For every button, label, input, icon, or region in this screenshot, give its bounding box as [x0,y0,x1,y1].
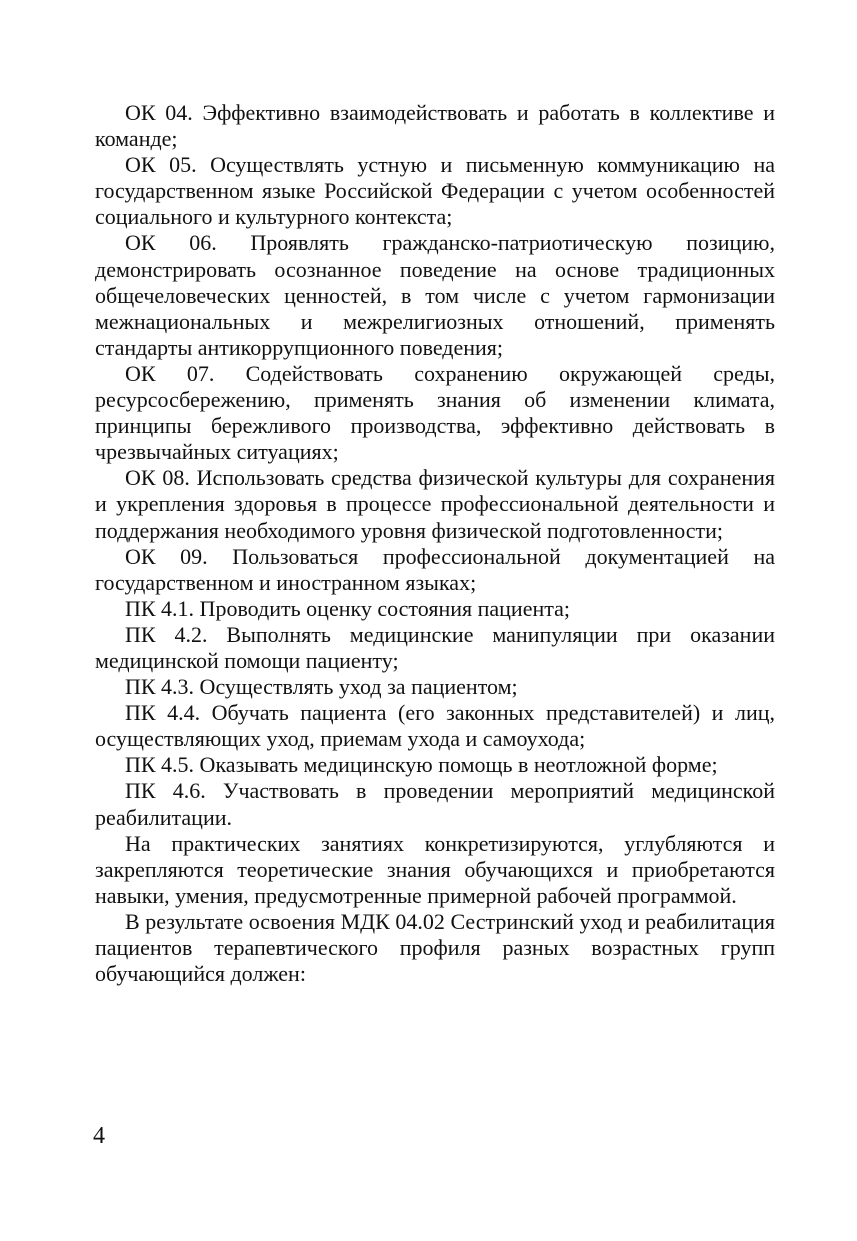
paragraph-pk-4-3: ПК 4.3. Осуществлять уход за пациентом; [125,674,518,700]
paragraph-ok-07: ОК 07. Содействовать сохранению окружающей среды, ресурсосбережению, применять знания об изменении климата, принципы бережливого производства, эффективно действовать в чрезвычайных ситуациях; [95,360,775,465]
paragraph-pk-4-5: ПК 4.5. Оказывать медицинскую помощь в неотложной форме; [125,752,718,778]
paragraph-pk-4-4: ПК 4.4. Обучать пациента (его законных представителей) и лиц, осуществляющих уход, приемам ухода и самоухода; [95,700,775,752]
body-text [95,100,775,987]
paragraph-ok-06: ОК 06. Проявлять гражданско-патриотическую позицию, демонстрировать осознанное поведение на основе традиционных общечеловеческих ценностей, в том числе с учетом гармонизации межнациональных и межрелигиозных отношений, применять стандарты антикоррупционного поведения; [95,230,775,360]
paragraph-pk-4-6: ПК 4.6. Участвовать в проведении мероприятий медицинской реабилитации. [95,778,775,830]
paragraph-learning-outcome: В результате освоения МДК 04.02 Сестринский уход и реабилитация пациентов терапевтического профиля разных возрастных групп обучающийся должен: [95,908,775,987]
paragraph-ok-08: ОК 08. Использовать средства физической культуры для сохранения и укрепления здоровья в процессе профессиональной деятельности и поддержания необходимого уровня физической подготовленности; [95,465,775,543]
paragraph-ok-04: ОК 04. Эффективно взаимодействовать и работать в коллективе и команде; [95,100,775,152]
paragraph-practical-classes: На практических занятиях конкретизируются, углубляются и закрепляются теоретические знания обучающихся и приобретаются навыки, умения, предусмотренные примерной рабочей программой. [95,830,775,908]
paragraph-pk-4-2: ПК 4.2. Выполнять медицинские манипуляции при оказании медицинской помощи пациенту; [95,621,775,673]
paragraph-pk-4-1: ПК 4.1. Проводить оценку состояния пациента; [125,595,571,621]
page-number: 4 [93,1123,105,1149]
paragraph-ok-09: ОК 09. Пользоваться профессиональной документацией на государственном и иностранном языках; [95,543,775,595]
paragraph-ok-05: ОК 05. Осуществлять устную и письменную коммуникацию на государственном языке Российской Федерации с учетом особенностей социального и культурного контекста; [95,152,775,230]
